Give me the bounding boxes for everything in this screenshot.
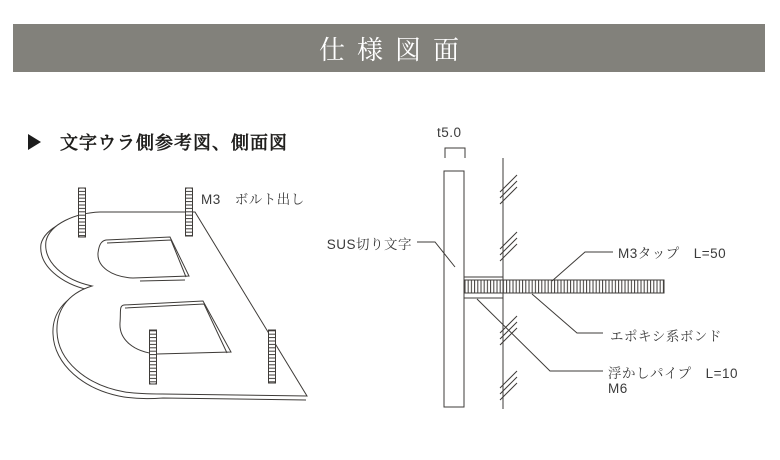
bolt-stud-bottom-left	[150, 330, 157, 384]
tap-label: M3タップ L=50	[618, 246, 727, 261]
section-heading-label: 文字ウラ側参考図、側面図	[60, 133, 288, 153]
pipe-label: 浮かしパイプ L=10	[608, 366, 739, 381]
threaded-rod	[464, 280, 664, 293]
leader-line-pipe	[477, 299, 603, 371]
page-title: 仕様図面	[318, 34, 471, 65]
thickness-dim-label: t5.0	[437, 125, 462, 140]
bolt-stud-bottom-right	[269, 330, 276, 383]
material-label: SUS切り文字	[326, 237, 412, 252]
letter-back-view	[41, 188, 307, 400]
leader-line-tap	[552, 252, 613, 281]
bolt-stud-top-left	[79, 188, 86, 237]
leader-line-bond	[532, 294, 603, 333]
thickness-dimension-bracket	[445, 148, 465, 158]
letter-plate-section	[444, 171, 464, 407]
bolt-stud-top-right	[186, 188, 193, 236]
bond-label: エポキシ系ボンド	[610, 329, 722, 344]
bolt-protrusion-label: M3 ボルト出し	[201, 192, 305, 207]
pipe-size-label: M6	[608, 381, 628, 396]
